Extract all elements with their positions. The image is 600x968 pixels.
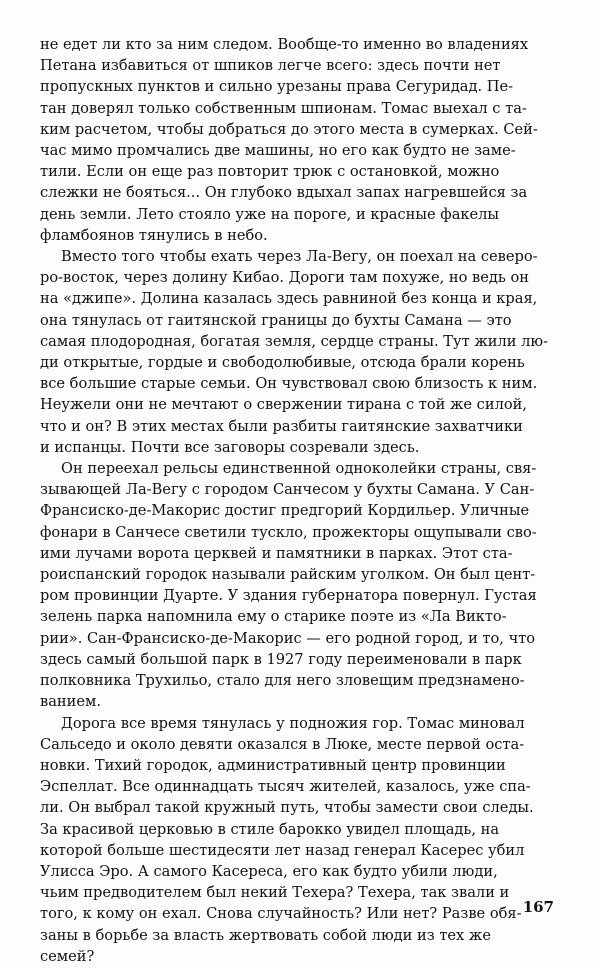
text-line: Сальседо и около девяти оказался в Люке, месте первой оста- — [40, 735, 525, 753]
page-number: 167 — [522, 898, 554, 916]
text-line: не едет ли кто за ним следом. Вообще-то именно во владениях — [40, 36, 529, 53]
text-line: ди открытые, гордые и свободолюбивые, отсюда брали корень — [40, 354, 525, 372]
text-line: тан доверял только собственным шпионам. Томас выехал с та- — [40, 99, 527, 117]
text-line: зывающей Ла-Вегу с городом Санчесом у бухты Самана. У Сан- — [40, 481, 535, 499]
text-line: Дорога все время тянулась у подножия гор. Томас миновал — [61, 714, 525, 732]
text-line: и испанцы. Почти все заговоры созревали здесь. — [40, 438, 420, 456]
text-line: все большие старые семьи. Он чувствовал свою близость к ним. — [40, 375, 538, 393]
text-line: фонари в Санчесе светили тускло, прожекторы ощупывали сво- — [40, 523, 537, 541]
text-line: семей? — [40, 947, 95, 965]
text-line: ром провинции Дуарте. У здания губернатора повернул. Густая — [40, 587, 537, 605]
text-line: Вместо того чтобы ехать через Ла-Вегу, он поехал на северо- — [61, 248, 538, 266]
text-line: ли. Он выбрал такой кружный путь, чтобы замести свои следы. — [40, 799, 534, 817]
text-line: здесь самый большой парк в 1927 году переименовали в парк — [40, 650, 522, 668]
text-line: пропускных пунктов и сильно урезаны права Сегуридад. Пе- — [40, 78, 514, 96]
paragraph-3 — [40, 458, 554, 712]
text-line: которой больше шестидесяти лет назад генерал Касерес убил — [40, 841, 525, 859]
text-line: на «джипе». Долина казалась здесь равниной без конца и края, — [40, 290, 538, 308]
text-line: Франсиско-де-Макорис достиг предгорий Кордильер. Уличные — [40, 502, 530, 520]
text-line: слежки не бояться... Он глубоко вдыхал запах нагревшейся за — [40, 184, 528, 202]
text-line: роиспанский городок называли райским уголком. Он был цент- — [40, 566, 536, 584]
body-text — [40, 34, 554, 967]
text-line: заны в борьбе за власть жертвовать собой люди из тех же — [40, 926, 491, 944]
text-line: Эспеллат. Все одиннадцать тысяч жителей, казалось, уже спа- — [40, 778, 531, 796]
text-line: фламбоянов тянулись в небо. — [40, 226, 268, 244]
text-line: тили. Если он еще раз повторит трюк с остановкой, можно — [40, 163, 500, 181]
paragraph-2 — [40, 246, 554, 458]
text-line: она тянулась от гаитянской границы до бухты Самана — это — [40, 311, 512, 329]
text-line: полковника Трухильо, стало для него зловещим предзнамено- — [40, 672, 525, 690]
text-line: Неужели они не мечтают о свержении тирана с той же силой, — [40, 396, 528, 414]
text-line: день земли. Лето стояло уже на пороге, и красные факелы — [40, 205, 500, 223]
text-line: ро-восток, через долину Кибао. Дороги там похуже, но ведь он — [40, 269, 529, 287]
text-line: того, к кому он ехал. Снова случайность? Или нет? Разве обя- — [40, 905, 522, 923]
text-line: ими лучами ворота церквей и памятники в парках. Этот ста- — [40, 544, 513, 562]
text-line: Улисса Эро. А самого Касереса, его как будто убили люди, — [40, 862, 498, 880]
text-line: Он переехал рельсы единственной одноколейки страны, свя- — [61, 460, 537, 478]
text-line: рии». Сан-Франсиско-де-Макорис — его родной город, и то, что — [40, 629, 536, 647]
text-line: самая плодородная, богатая земля, сердце страны. Тут жили лю- — [40, 332, 549, 350]
text-line: Петана избавиться от шпиков легче всего: здесь почти нет — [40, 57, 501, 75]
paragraph-4 — [40, 713, 554, 967]
text-line: что и он? В этих местах были разбиты гаитянские захватчики — [40, 417, 523, 435]
text-line: час мимо промчались две машины, но его как будто не заме- — [40, 142, 516, 160]
paragraph-1 — [40, 34, 554, 246]
text-line: чьим предводителем был некий Техера? Техера, так звали и — [40, 884, 510, 902]
text-line: зелень парка напомнила ему о старике поэте из «Ла Викто- — [40, 608, 507, 626]
text-line: ванием. — [40, 693, 101, 711]
text-line: За красивой церковью в стиле барокко увидел площадь, на — [40, 820, 500, 838]
text-line: ким расчетом, чтобы добраться до этого места в сумерках. Сей- — [40, 120, 538, 138]
text-line: новки. Тихий городок, административный центр провинции — [40, 756, 506, 774]
